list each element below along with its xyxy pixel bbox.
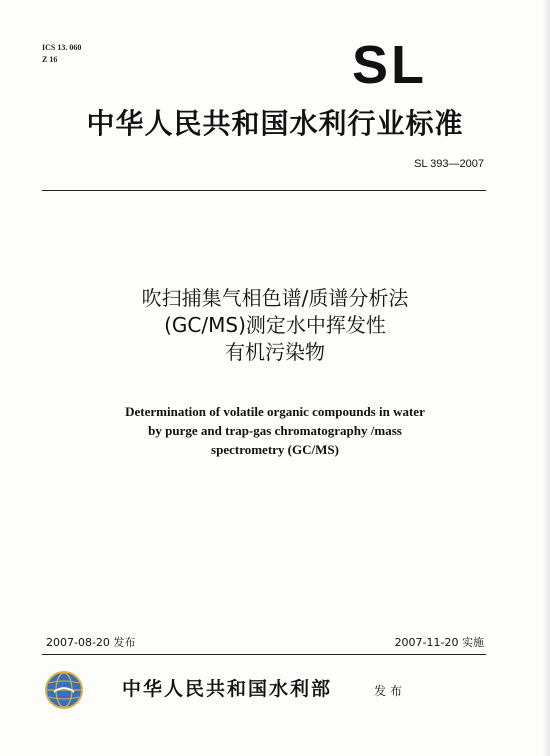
class-code: Z 16 [42,55,58,64]
english-title-line: by purge and trap-gas chromatography /mass [148,423,402,438]
publisher-name: 中华人民共和国水利部 [122,678,333,700]
chinese-title-line: 吹扫捕集气相色谱/质谱分析法 [141,286,409,310]
implement-date: 2007-11-20 实施 [394,636,484,649]
chinese-title-line: (GC/MS)测定水中挥发性 [164,313,386,337]
bottom-divider [42,654,486,655]
sl-logo: SL [352,35,428,95]
organization-title: 中华人民共和国水利行业标准 [86,107,464,140]
english-title [0,402,550,459]
english-title-line: spectrometry (GC/MS) [211,442,339,457]
classification-codes [42,42,81,66]
chinese-title [0,285,550,366]
english-title-line: Determination of volatile organic compounds in water [125,404,425,419]
issue-date: 2007-08-20 发布 [46,636,136,649]
top-divider [42,190,486,191]
publish-label: 发布 [374,684,407,698]
ics-code: ICS 13. 060 [42,43,82,52]
chinese-title-line: 有机污染物 [225,340,325,364]
globe-emblem-icon [44,670,84,710]
standard-number: SL 393—2007 [414,158,484,170]
